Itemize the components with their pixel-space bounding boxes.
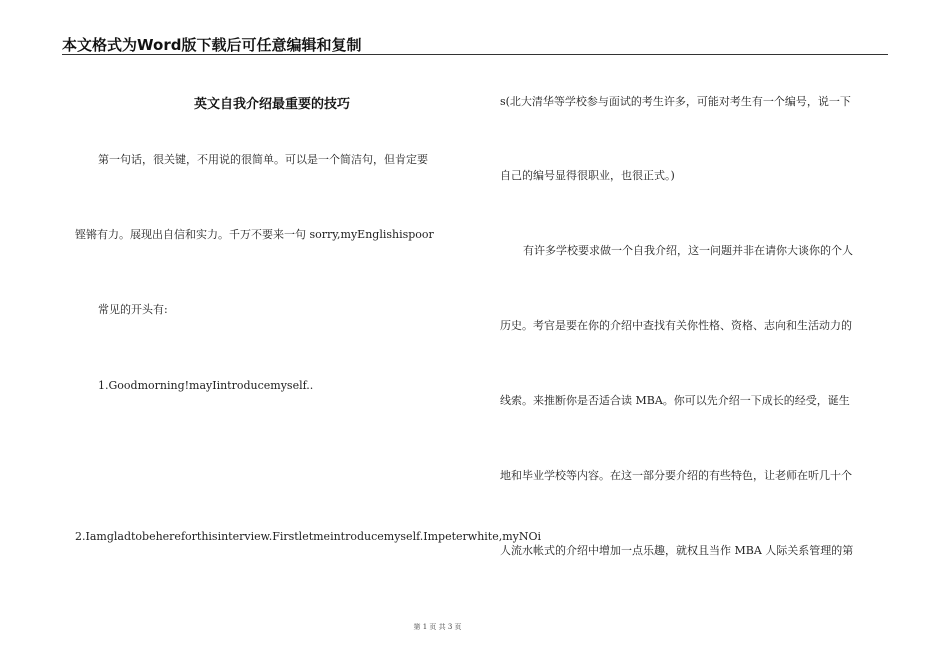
left-column-line: 第一句话，很关键，不用说的很简单。可以是一个简洁句，但肯定要 — [98, 153, 428, 166]
page-footer: 第 1 页 共 3 页 — [413, 623, 462, 631]
banner-divider — [62, 54, 888, 55]
left-column-line: 常见的开头有: — [98, 303, 168, 316]
left-column-line: 2.Iamgladtobehereforthisinterview.Firstletmeintroducemyself.Impeterwhite,myNOi — [75, 530, 542, 543]
left-column-line: 铿锵有力。展现出自信和实力。千万不要来一句 sorry,myEnglishispoor — [75, 228, 434, 241]
right-column-line: 线索。来推断你是否适合读 MBA。你可以先介绍一下成长的经受，诞生 — [500, 394, 850, 407]
right-column-line: 地和毕业学校等内容。在这一部分要介绍的有些特色，让老师在听几十个 — [500, 469, 852, 482]
document-banner: 本文格式为Word版下载后可任意编辑和复制 — [62, 36, 362, 54]
right-column-line: s(北大清华等学校参与面试的考生许多，可能对考生有一个编号，说一下 — [500, 95, 851, 108]
left-column-line: 1.Goodmorning!mayIintroducemyself.. — [98, 379, 314, 392]
right-column-line: 自己的编号显得很职业，也很正式。) — [500, 169, 675, 182]
right-column-line: 历史。考官是要在你的介绍中查找有关你性格、资格、志向和生活动力的 — [500, 319, 852, 332]
right-column-line: 有许多学校要求做一个自我介绍，这一问题并非在请你大谈你的个人 — [523, 244, 853, 257]
document-title: 英文自我介绍最重要的技巧 — [193, 97, 350, 112]
right-column-line: 人流水帐式的介绍中增加一点乐趣，就权且当作 MBA 人际关系管理的第 — [500, 544, 854, 557]
